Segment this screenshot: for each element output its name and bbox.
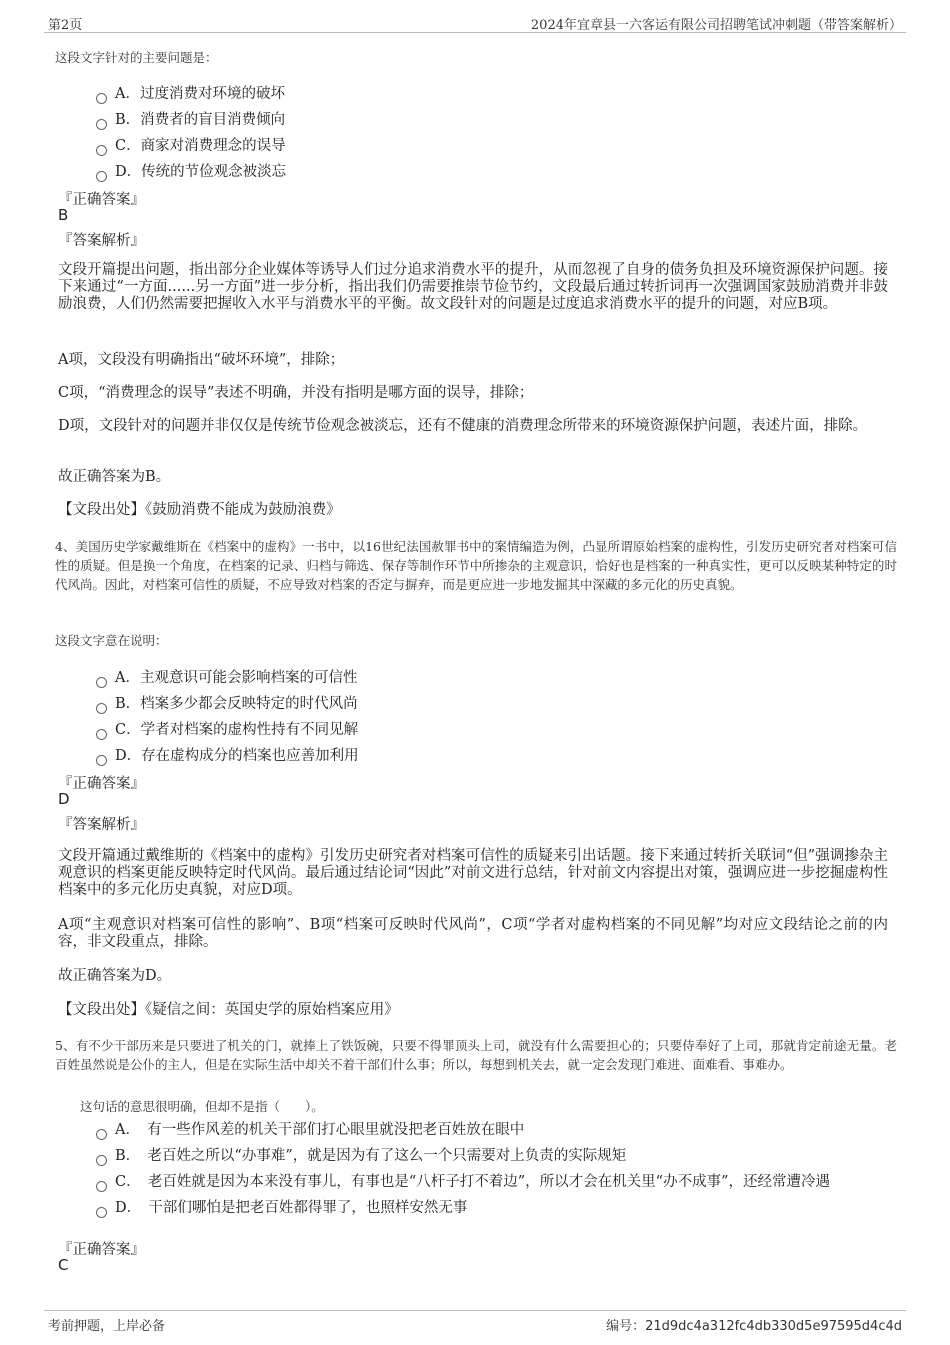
q3-option-a[interactable]: A．过度消费对环境的破坏 [96, 82, 285, 103]
radio-icon[interactable] [96, 145, 107, 156]
q4-option-b[interactable]: B．档案多少都会反映特定的时代风尚 [96, 692, 358, 713]
footer-slogan: 考前押题，上岸必备 [48, 1319, 166, 1334]
radio-icon[interactable] [96, 1129, 107, 1140]
document-code [606, 1315, 902, 1334]
q4-analysis-options: A项“主观意识对档案可信性的影响”、B项“档案可反映时代风尚”，C项“学者对虚构档案的不同见解”均对应文段结论之前的内容，非文段重点，排除。 [58, 917, 888, 950]
q3-source: 【文段出处】《鼓励消费不能成为鼓励浪费》 [58, 502, 341, 518]
q5-option-c[interactable]: C． 老百姓就是因为本来没有事儿，有事也是“八杆子打不着边”，所以才会在机关里“办不成事”，还经常遭冷遇 [96, 1170, 830, 1191]
document-title: 2024年宜章县一六客运有限公司招聘笔试冲刺题（带答案解析） [530, 18, 902, 33]
q4-analysis-main: 文段开篇通过戴维斯的《档案中的虚构》引发历史研究者对档案可信性的质疑来引出话题。接下来通过转折关联词“但”强调掺杂主观意识的档案更能反映特定时代风尚。最后通过结论词“因此”对前文进行总结，针对前文内容提出对策，强调应进一步挖掘虚构性档案中的多元化历史真貌，对应D项。 [58, 848, 888, 898]
radio-icon[interactable] [96, 93, 107, 104]
q4-answer-label: 『正确答案』 [58, 776, 145, 792]
q5-option-d[interactable]: D． 干部们哪怕是把老百姓都得罪了，也照样安然无事 [96, 1196, 467, 1217]
radio-icon[interactable] [96, 703, 107, 714]
page-number: 第2页 [48, 18, 83, 33]
q5-option-a[interactable]: A． 有一些作风差的机关干部们打心眼里就没把老百姓放在眼中 [96, 1118, 524, 1139]
q5-option-b[interactable]: B． 老百姓之所以“办事难”，就是因为有了这么一个只需要对上负责的实际规矩 [96, 1144, 626, 1165]
radio-icon[interactable] [96, 729, 107, 740]
q3-answer: B [58, 206, 69, 224]
q4-stem: 4、美国历史学家戴维斯在《档案中的虚构》一书中，以16世纪法国赦罪书中的案情编造为例，凸显所谓原始档案的虚构性，引发历史研究者对档案可信性的质疑。但是换一个角度，在档案的记录、归档与筛选、保存等制作环节中所掺杂的主观意识，恰好也是档案的一种真实性，更可以反映某种特定的时代风尚。因此，对档案可信性的质疑，不应导致对档案的否定与摒弃，而是更应进一步地发掘其中深藏的多元化的历史真貌。 [55, 539, 897, 592]
q4-analysis-label: 『答案解析』 [58, 817, 145, 833]
q4-option-a[interactable]: A．主观意识可能会影响档案的可信性 [96, 666, 357, 687]
q4-source: 【文段出处】《疑信之间：英国史学的原始档案应用》 [58, 1002, 399, 1018]
radio-icon[interactable] [96, 755, 107, 766]
q3-analysis-main: 文段开篇提出问题，指出部分企业媒体等诱导人们过分追求消费水平的提升，从而忽视了自身的债务负担及环境资源保护问题。接下来通过“一方面......另一方面”进一步分析，指出我们仍需要推崇节俭节约，文段最后通过转折词再一次强调国家鼓励消费并非鼓励浪费，人们仍然需要把握收入水平与消费水平的平衡。故文段针对的问题是过度追求消费水平的提升的问题，对应B项。 [58, 262, 888, 312]
radio-icon[interactable] [96, 677, 107, 688]
q4-question: 这段文字意在说明： [55, 633, 168, 648]
radio-icon[interactable] [96, 171, 107, 182]
q4-option-d[interactable]: D．存在虚构成分的档案也应善加利用 [96, 744, 359, 765]
radio-icon[interactable] [96, 1155, 107, 1166]
q3-option-c[interactable]: C．商家对消费理念的误导 [96, 134, 286, 155]
radio-icon[interactable] [96, 1207, 107, 1218]
q5-question: 这句话的意思很明确，但却不是指（ ）。 [80, 1099, 324, 1114]
q3-option-b[interactable]: B．消费者的盲目消费倾向 [96, 108, 285, 129]
code-value: 21d9dc4a312fc4db330d5e97595d4c4d [645, 1319, 902, 1334]
q5-answer: C [58, 1256, 69, 1274]
radio-icon[interactable] [96, 119, 107, 130]
q3-conclusion: 故正确答案为B。 [58, 469, 171, 485]
q3-analysis-d: D项，文段针对的问题并非仅仅是传统节俭观念被淡忘，还有不健康的消费理念所带来的环境资源保护问题，表述片面，排除。 [58, 418, 868, 434]
q5-stem: 5、有不少干部历来是只要进了机关的门，就捧上了铁饭碗，只要不得罪顶头上司，就没有什么需要担心的；只要侍奉好了上司，那就肯定前途无量。老百姓虽然说是公仆的主人，但是在实际生活中却关不着干部们什么事；所以，每想到机关去，就一定会发现门难进、面难看、事难办。 [55, 1038, 897, 1072]
radio-icon[interactable] [96, 1181, 107, 1192]
q3-answer-label: 『正确答案』 [58, 192, 145, 208]
q3-option-d[interactable]: D．传统的节俭观念被淡忘 [96, 160, 286, 181]
q3-analysis-label: 『答案解析』 [58, 233, 145, 249]
q4-option-c[interactable]: C．学者对档案的虚构性持有不同见解 [96, 718, 358, 739]
page-header [44, 12, 906, 33]
q4-conclusion: 故正确答案为D。 [58, 968, 172, 984]
code-label: 编号： [606, 1319, 646, 1334]
q5-answer-label: 『正确答案』 [58, 1242, 145, 1258]
q4-answer: D [58, 790, 70, 808]
page-footer [44, 1310, 906, 1335]
q3-analysis-c: C项，“消费理念的误导”表述不明确，并没有指明是哪方面的误导，排除； [58, 385, 534, 401]
q3-analysis-a: A项，文段没有明确指出“破坏环境”，排除； [58, 352, 345, 368]
q3-question: 这段文字针对的主要问题是： [55, 50, 218, 65]
